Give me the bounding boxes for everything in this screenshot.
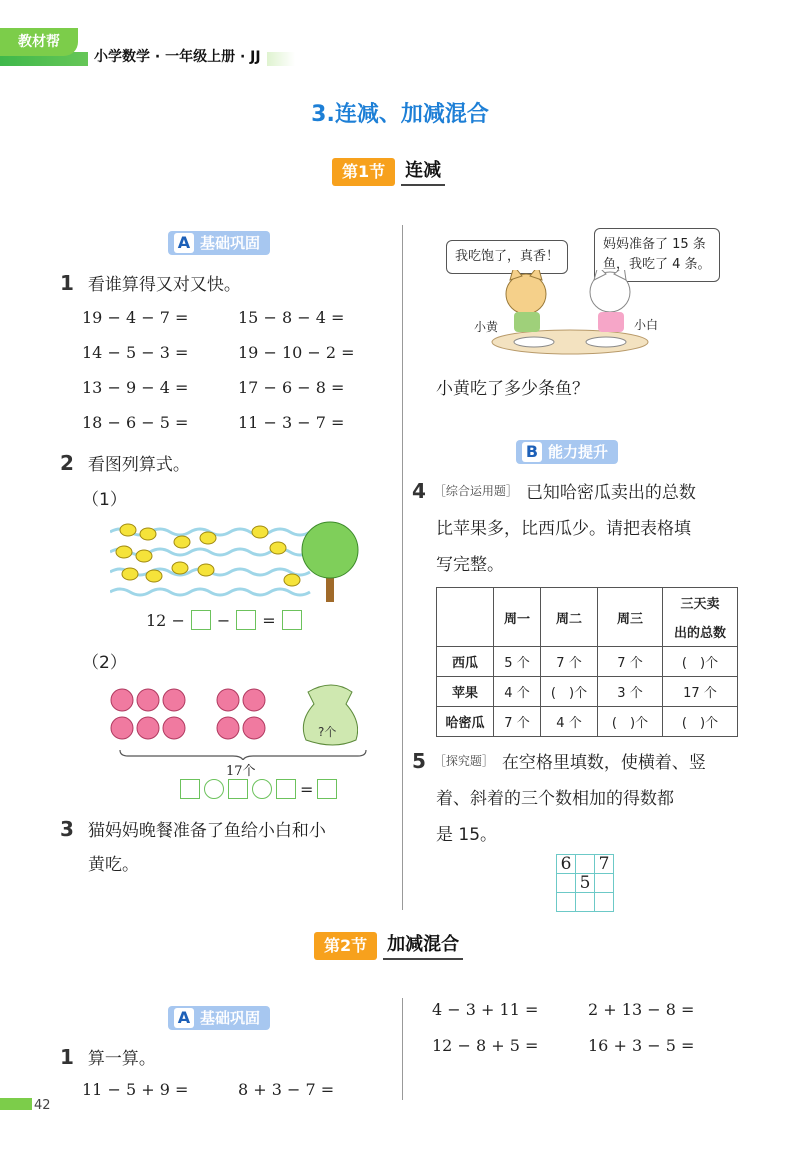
sub-heading-a (168, 231, 270, 255)
q1-expr: 13 − 9 − 4 = (82, 378, 189, 397)
table-cell: 西瓜 (437, 647, 494, 677)
s2q1-expr: 2 + 13 − 8 = (588, 1000, 695, 1019)
q5-tag: ［探究题］ (433, 754, 494, 768)
table-header: 三天卖 (663, 588, 738, 618)
column-divider-2 (402, 998, 403, 1100)
table-cell: 哈密瓜 (437, 707, 494, 737)
cats-illustration (470, 270, 670, 360)
table-header (437, 588, 494, 647)
section2-badge: 第2节 (314, 932, 377, 960)
q3-text-line1: 猫妈妈晚餐准备了鱼给小白和小 (87, 821, 326, 841)
grid-cell[interactable] (576, 855, 595, 874)
q2-eq1-start: 12 − (146, 610, 185, 630)
q4-text-line3: 写完整。 (436, 555, 504, 575)
page-title: 3.连减、加减混合 (311, 102, 489, 127)
q4-text-line2: 比苹果多，比西瓜少。请把表格填 (436, 519, 691, 539)
table-header: 周二 (541, 588, 598, 647)
q3-text-line2: 黄吃。 (88, 855, 139, 875)
bubble-right-line2: 鱼，我吃了 4 条。 (603, 257, 711, 272)
s2q1-prompt (60, 1044, 156, 1069)
q1-expr: 18 − 6 − 5 = (82, 413, 189, 432)
apples-illustration (108, 680, 358, 750)
section1-heading (332, 156, 445, 186)
sub-a-label: 基础巩固 (200, 1009, 261, 1027)
s2q1-expr: 8 + 3 − 7 = (238, 1080, 335, 1099)
q2-prompt (60, 450, 190, 475)
q1-number: 1 (60, 270, 74, 295)
table-cell[interactable]: ( )个 (541, 677, 598, 707)
header-tag: 教材帮 (0, 28, 78, 56)
answer-box[interactable] (236, 610, 256, 630)
column-divider (402, 225, 403, 910)
cat-right-name: 小白 (634, 318, 659, 332)
section2-name: 加减混合 (383, 930, 463, 960)
grid-cell[interactable] (576, 893, 595, 912)
answer-box[interactable] (317, 779, 337, 799)
answer-box[interactable] (276, 779, 296, 799)
q1-prompt (60, 270, 241, 295)
q4-prompt (412, 478, 696, 503)
q5-number: 5 (412, 748, 426, 773)
equals-sign: = (262, 610, 276, 630)
table-cell[interactable]: ( )个 (663, 707, 738, 737)
q1-expr: 19 − 4 − 7 = (82, 308, 189, 327)
operator-circle[interactable] (252, 779, 272, 799)
page-number: 42 (34, 1098, 51, 1113)
magic-square-grid (556, 854, 614, 912)
bag-label: ?个 (318, 725, 337, 739)
q4-number: 4 (412, 478, 426, 503)
table-cell: 3 个 (598, 677, 663, 707)
q1-expr: 19 − 10 − 2 = (238, 343, 355, 362)
s2q1-expr: 12 − 8 + 5 = (432, 1036, 539, 1055)
bubble-right-line1: 妈妈准备了 15 条 (603, 237, 706, 252)
table-header: 周一 (494, 588, 541, 647)
table-header: 周三 (598, 588, 663, 647)
answer-box[interactable] (228, 779, 248, 799)
s2q1-expr: 16 + 3 − 5 = (588, 1036, 695, 1055)
q1-expr: 17 − 6 − 8 = (238, 378, 345, 397)
header-subtitle: 小学数学 · 一年级上册 · JJ (88, 46, 267, 66)
table-row (437, 677, 738, 707)
q1-text: 看谁算得又对又快。 (87, 275, 241, 295)
s2q1-expr: 11 − 5 + 9 = (82, 1080, 189, 1099)
q2-equation-2 (180, 779, 337, 799)
q5-text-line2: 着、斜着的三个数相加的得数都 (436, 789, 674, 809)
sales-table (436, 587, 738, 737)
section2-heading (314, 930, 463, 960)
table-cell: 7 个 (598, 647, 663, 677)
minus-sign: − (216, 610, 231, 630)
table-row (437, 707, 738, 737)
cat-left-name: 小黄 (474, 320, 499, 334)
table-cell[interactable]: ( )个 (663, 647, 738, 677)
q2-part1-label: （1） (82, 490, 127, 510)
sub-a-label: 基础巩固 (200, 234, 261, 252)
q3-question: 小黄吃了多少条鱼？ (436, 379, 589, 399)
q1-expr: 11 − 3 − 7 = (238, 413, 345, 432)
grid-cell[interactable] (595, 893, 614, 912)
table-cell[interactable]: ( )个 (598, 707, 663, 737)
answer-box[interactable] (282, 610, 302, 630)
total-label: 17个 (226, 764, 256, 779)
answer-box[interactable] (180, 779, 200, 799)
sub-heading-a-2 (168, 1006, 270, 1030)
table-header: 出的总数 (663, 617, 738, 647)
table-cell: 7 个 (494, 707, 541, 737)
q5-prompt (412, 748, 706, 773)
q2-number: 2 (60, 450, 74, 475)
grid-cell: 7 (595, 855, 614, 874)
s2q1-expr: 4 − 3 + 11 = (432, 1000, 539, 1019)
q2-equation-1 (146, 610, 302, 630)
grid-cell[interactable] (557, 893, 576, 912)
q2-text: 看图列算式。 (87, 455, 190, 475)
speech-bubble-left: 我吃饱了，真香！ (446, 240, 568, 274)
grid-cell[interactable] (557, 874, 576, 893)
ducks-illustration (110, 512, 360, 604)
answer-box[interactable] (191, 610, 211, 630)
section1-name: 连减 (401, 156, 445, 186)
section1-badge: 第1节 (332, 158, 395, 186)
sub-a-letter: A (174, 1008, 194, 1028)
s2q1-number: 1 (60, 1044, 74, 1069)
table-cell: 4 个 (541, 707, 598, 737)
q3-number: 3 (60, 816, 74, 841)
s2q1-text: 算一算。 (87, 1049, 156, 1069)
q1-expr: 15 − 8 − 4 = (238, 308, 345, 327)
q2-part2-label: （2） (82, 653, 127, 673)
q3-prompt (60, 816, 326, 841)
table-row (437, 647, 738, 677)
grid-cell: 6 (557, 855, 576, 874)
q4-text-line1: 已知哈密瓜卖出的总数 (525, 483, 696, 503)
equals-sign: = (300, 779, 314, 799)
table-cell: 17 个 (663, 677, 738, 707)
q4-tag: ［综合运用题］ (433, 484, 518, 498)
q5-text-line3: 是 15。 (436, 825, 498, 845)
total-brace (118, 748, 368, 760)
table-cell: 4 个 (494, 677, 541, 707)
sub-a-letter: A (174, 233, 194, 253)
sub-heading-b (516, 440, 618, 464)
table-cell: 苹果 (437, 677, 494, 707)
table-cell: 7 个 (541, 647, 598, 677)
table-cell: 5 个 (494, 647, 541, 677)
operator-circle[interactable] (204, 779, 224, 799)
grid-cell: 5 (576, 874, 595, 893)
sub-b-label: 能力提升 (548, 443, 609, 461)
q5-text-line1: 在空格里填数，使横着、竖 (501, 753, 706, 773)
grid-cell[interactable] (595, 874, 614, 893)
q1-expr: 14 − 5 − 3 = (82, 343, 189, 362)
sub-b-letter: B (522, 442, 542, 462)
